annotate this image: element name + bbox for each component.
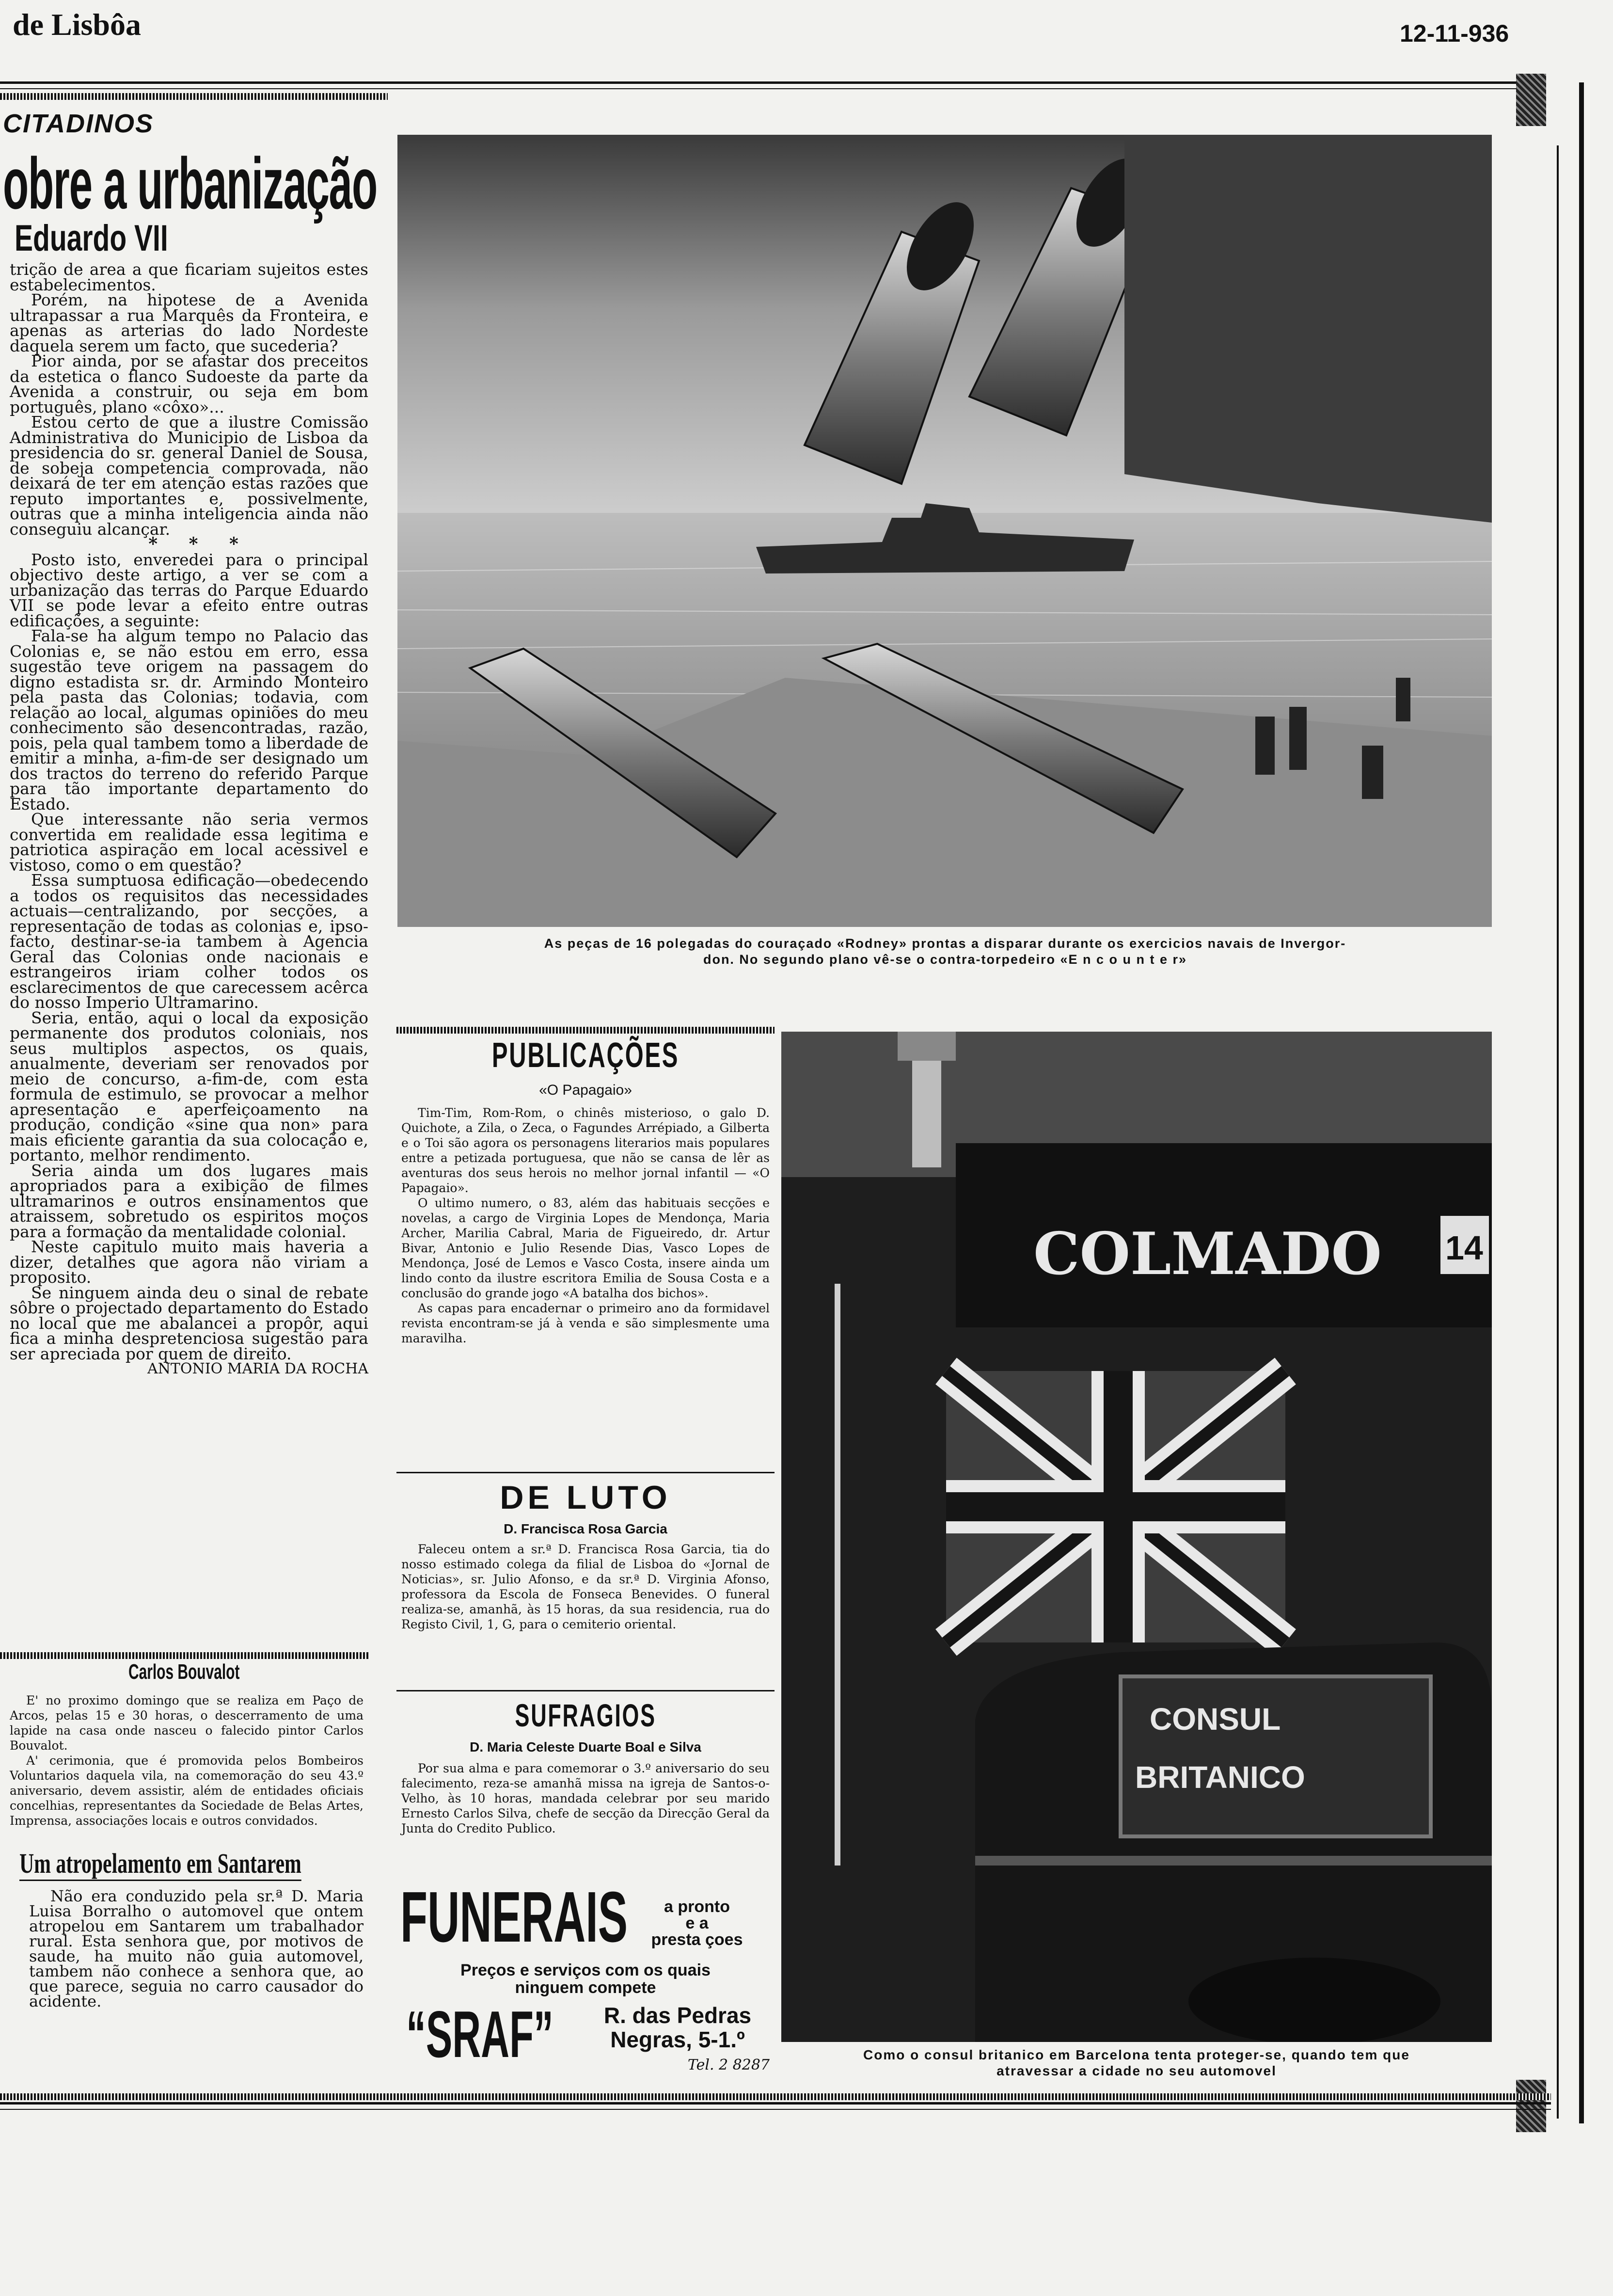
paragraph: O ultimo numero, o 83, além das habituais secções e novelas, a cargo de Virginia Lopes de Mendonça, Maria Archer, Marilia Cabral, Maria de Figueiredo, dr. Artur Bivar, Antonio e Julio Resende Dias, Vasco Lopes de Mendonça, José de Lemos e Vasco Costa, insere ainda um lindo conto da ilustre escritora Emilia de Sousa Costa e a conclusão do grande jogo «A batalha dos bichos». [401, 1196, 770, 1300]
header-rule-thin [0, 88, 1541, 89]
issue-date: 12-11-936 [1400, 20, 1509, 47]
battleship-illustration [397, 135, 1492, 927]
right-frame-outer [1579, 82, 1584, 2123]
street-number: 14 [1445, 1229, 1483, 1267]
paragraph: Porém, na hipotese de a Avenida ultrapassar a rua Marquês da Fronteira, e apenas as arterias do lado Nordeste daquela serem um facto, que sucederia? [10, 290, 368, 355]
union-jack-flag [946, 1371, 1285, 1642]
corner-ornament-top [1516, 74, 1546, 126]
paragraph: Faleceu ontem a sr.ª D. Francisca Rosa Garcia, tia do nosso estimado colega da filial de Lisboa do «Jornal de Noticias», sr. Julio Afonso, e da sr.ª D. Virginia Afonso, professora da Escola de Fonseca Benevides. O funeral realiza-se, amanhã, às 15 horas, da sua residencia, rua do Registo Civil, 1, G, para o cemiterio oriental. [401, 1542, 770, 1631]
masthead: de Lisbôa [13, 7, 141, 42]
footer-rule-thin [0, 2109, 1551, 2110]
ad-tagline: Preços e serviços com os quais ninguem compete [460, 1961, 711, 1997]
paragraph: Seria, então, aqui o local da exposição permanente dos produtos coloniais, nos seus multiplos aspectos, os quais, anualmente, deveriam ser renovados por meio de concurso, a-fim-de, com esta formula de estimulo, se provocar a melhor apresentação e aperfeiçoamento na produção, condição «sine qua non» para mais eficiente garantia da sua colocação e, portanto, melhor rendimento. [10, 1008, 368, 1164]
publicacoes-body [401, 1105, 770, 1346]
publicacoes-title: PUBLICAÇÕES [491, 1036, 680, 1075]
colmado-sign: COLMADO [1033, 1220, 1382, 1288]
paragraph: Estou certo de que a ilustre Comissão Administrativa do Municipio de Lisboa da presidencia do sr. general Daniel de Sousa, de sobeja competencia comprovada, não deixará de ter em atenção estas razões que reputo importantes e, possivelmente, outras que a minha inteligencia ainda não conseguiu alcançar. [10, 413, 368, 539]
publicacoes-subtitle: «O Papagaio» [539, 1082, 632, 1098]
article-title: obre a urbanização [3, 143, 378, 224]
paragraph: Tim-Tim, Rom-Rom, o chinês misterioso, o galo D. Quichote, a Zila, o Zeca, o Fagundes Arrépiado, a Gilberta e o Toi são agora os personagens literarios mais populares entre a petizada portuguesa, que não se cansa de lêr as aventuras dos seus herois no melhor jornal infantil — «O Papagaio». [401, 1106, 770, 1195]
divider-rule [396, 1472, 775, 1473]
paragraph: trição de area a que ficariam sujeitos estes estabelecimentos. [10, 260, 368, 294]
paragraph: A' cerimonia, que é promovida pelos Bombeiros Voluntarios daquela vila, na comemoração do seu 43.º aniversario, devem assistir, além de entidades oficiais concelhias, representantes da Sociedade de Belas Artes, Imprensa, associações locais e outros convidados. [10, 1754, 364, 1828]
paragraph: Se ninguem ainda deu o sinal de rebate sôbre o projectado departamento do Estado no local que me abalancei a propôr, aqui fica a minha despretenciosa sugestão para ser apreciada por quem de direito. [10, 1283, 368, 1363]
battleship-photo [397, 135, 1492, 927]
battleship-caption: As peças de 16 polegadas do couraçado «Rodney» prontas a disparar durante os exercicios navais de Invergor- don. No segundo plano vê-se o contra-torpedeiro «E n c o u n t e r» [544, 936, 1346, 967]
ad-brand: “SRAF” [406, 1997, 553, 2071]
santarem-title: Um atropelamento em Santarem [19, 1847, 301, 1881]
santarem-body [29, 1889, 364, 2009]
bouvalot-body [10, 1693, 364, 1828]
paragraph: Seria ainda um dos lugares mais apropriados para a exibição de filmes ultramarinos e outros ensinamentos que atraissem, sobretudo os espiritos moços para a formação da mentalidade colonial. [10, 1161, 368, 1241]
funeral-ad [396, 1877, 775, 2094]
paragraph: Que interessante não seria vermos convertida em realidade essa legitima e patriotica aspiração em local acessivel e vistoso, como o em questão? [10, 810, 368, 875]
ad-funerais: FUNERAIS [400, 1877, 628, 1957]
luto-subtitle: D. Francisca Rosa Garcia [504, 1521, 667, 1536]
sufragios-title: SUFRAGIOS [515, 1697, 656, 1733]
paragraph: Por sua alma e para comemorar o 3.º aniversario do seu falecimento, reza-se amanhã missa na igreja de Santos-o-Velho, às 10 horas, mandada celebrar por seu marido Ernesto Carlos Silva, chefe de secção da Direcção Geral da Junta do Credito Publico. [401, 1761, 770, 1835]
header-rule [0, 81, 1541, 84]
barcelona-caption: Como o consul britanico em Barcelona tenta proteger-se, quando tem que atravessar a cidade no seu automovel [863, 2047, 1410, 2078]
article-subtitle: Eduardo VII [15, 218, 168, 259]
divider-stripe [396, 1027, 775, 1034]
car-text-britanico: BRITANICO [1135, 1760, 1305, 1795]
paragraph: Neste capitulo muito mais haveria a dizer, detalhes que agora não viriam a proposito. [10, 1237, 368, 1287]
footer-rule [0, 2102, 1551, 2105]
article-body [10, 262, 368, 1377]
right-frame-inner [1557, 145, 1559, 2119]
bouvalot-title: Carlos Bouvalot [128, 1660, 240, 1684]
paragraph: Pior ainda, por se afastar dos preceitos da estetica o flanco Sudoeste da parte da Avenida a construir, ou seja em bom português, plano «côxo»... [10, 351, 368, 416]
paragraph: Posto isto, enveredei para o principal objectivo deste artigo, a ver se com a urbanização das terras do Parque Eduardo VII se pode levar a efeito entre outras edificações, a seguinte: [10, 550, 368, 630]
barcelona-illustration [781, 1032, 1492, 2042]
sufragios-body [401, 1761, 770, 1836]
ad-address: R. das Pedras Negras, 5-1.º [603, 2003, 752, 2052]
paragraph: E' no proximo domingo que se realiza em Paço de Arcos, pelas 15 e 30 horas, o descerramento de uma lapide na casa onde nasceu o falecido pintor Carlos Bouvalot. [10, 1693, 364, 1753]
separator-stars: * * * [148, 534, 251, 554]
ad-phone: Tel. 2 8287 [687, 2057, 770, 2073]
divider-stripe [0, 1652, 368, 1659]
paragraph: Essa sumptuosa edificação—obedecendo a todos os requisitos das necessidades actuais—centralizando, por secções, a representação de todas as colonias e, ipso-facto, destinar-se-ia tambem à Agencia Geral das Colonias onde nacionais e estrangeiros iriam colher todos os esclarecimentos de que carecessem acêrca do nosso Imperio Ultramarino. [10, 871, 368, 1012]
header-stripe [0, 93, 388, 100]
corner-ornament-bottom [1516, 2080, 1546, 2132]
paragraph: Fala-se ha algum tempo no Palacio das Colonias e, se não estou em erro, essa sugestão teve origem na passagem do digno estadista sr. dr. Armindo Monteiro pela pasta das Colonias; todavia, com relação ao local, algumas opiniões do meu conhecimento são desencontradas, razão, pois, pela qual tambem tomo a liberdade de emitir a minha, a-fim-de ser designado um dos tractos do terreno do referido Parque para tão importante departamento do Estado. [10, 626, 368, 813]
ad-terms: a pronto e a presta çoes [651, 1897, 743, 1949]
article-signature: ANTONIO MARIA DA ROCHA [147, 1360, 368, 1377]
paragraph: As capas para encadernar o primeiro ano da formidavel revista encontram-se já à venda e são simplesmente uma maravilha. [401, 1301, 770, 1345]
luto-title: DE LUTO [500, 1479, 671, 1516]
luto-body [401, 1542, 770, 1632]
footer-stripe [0, 2093, 1551, 2100]
barcelona-photo [781, 1032, 1492, 2042]
paragraph: Não era conduzido pela sr.ª D. Maria Luisa Borralho o automovel que ontem atropelou em Santarem um trabalhador rural. Esta senhora que, por motivos de saude, ha muito não guia automovel, tambem não conhece a senhora que, ao que parece, seguia no carro causador do acidente. [29, 1887, 364, 2010]
divider-rule [396, 1690, 775, 1691]
car-text-consul: CONSUL [1150, 1702, 1281, 1737]
sufragios-subtitle: D. Maria Celeste Duarte Boal e Silva [470, 1739, 701, 1754]
section-label: CITADINOS [3, 109, 154, 138]
